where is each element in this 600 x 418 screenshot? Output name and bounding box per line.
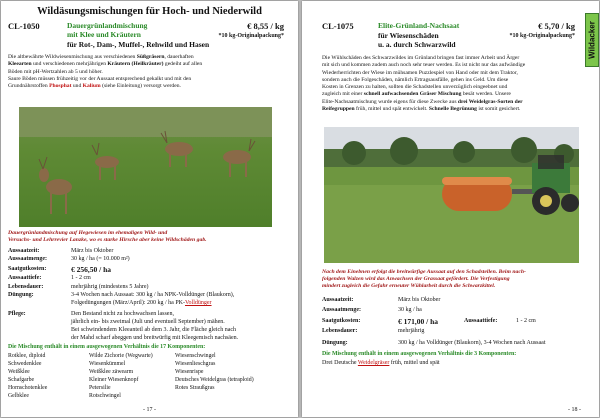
components-list: [322, 360, 440, 366]
body-text: sondern auch die Folgeschäden, nämlich Ertragsausfälle, gehen ins Geld. Um diese: [322, 76, 509, 83]
spec-value: € 171,00 / ha: [398, 317, 439, 326]
photo-caption: [8, 230, 291, 244]
pack-note: *10 kg-Originalpackung*: [218, 33, 284, 39]
spec-label: Aussaatmenge:: [8, 256, 47, 262]
spec-label: Aussaattiefe:: [464, 318, 498, 324]
component-item: Wilde Zichorie (Wegwarte): [89, 353, 153, 359]
pflege-label: Pflege:: [8, 311, 26, 317]
caption-line: Nach dem Einebnen erfolgt die breitwürfige Aussaat auf den Schadstellen. Beim nach-: [322, 269, 526, 275]
body-text: früh, mittel und spät entwickelt.: [354, 106, 429, 113]
component-item: Wiesenschwingel: [175, 353, 216, 359]
duengung-text: 3-4 Wochen nach Aussaat: 300 kg / ha NPK-Volldünger (Blaukorn),: [71, 292, 235, 298]
component-item: Rotklee, diploid: [8, 353, 46, 359]
spec-value: € 256,50 / ha: [71, 265, 112, 274]
component-item: Hornschotenklee: [8, 385, 48, 391]
caption-line: folgenden Walzen wird das Anwachsen der Grassaat gefördert. Die Verfestigung: [322, 276, 510, 282]
intro-paragraph: [8, 54, 291, 90]
body-highlight: schnell aufwachsenden Gräser Mischung: [363, 91, 462, 98]
body-text: Wiederherrichten der Wiese im mühsamen Puzzlespiel von Hand oder mit dem Traktor,: [322, 69, 518, 76]
component-item: Kleiner Wiesenknopf: [89, 377, 139, 383]
intro-highlight: Kalium: [82, 83, 101, 90]
page-number: - 17 -: [143, 407, 156, 413]
photo-caption: [322, 269, 592, 290]
component-item: Wiesenrispe: [175, 369, 204, 375]
spec-label: Lebensdauer:: [8, 284, 44, 290]
components-heading: Die Mischung enthält in einem ausgewogenen Verhältnis die 3 Komponenten:: [322, 351, 517, 357]
body-text: ist somit gesichert.: [476, 106, 521, 113]
spec-value: mehrjährig (mindestens 5 Jahre): [71, 284, 149, 290]
caption-line: Dauergrünlandmischung auf Hegewiesen im ehemaligen Wild- und: [8, 230, 168, 236]
intro-text: Die altbewährte Wildwiesenmischung aus verschiedenen: [8, 54, 136, 60]
pflege-text: der Mahd scharf abeggen und breitwürfig mit Kleegemisch nachsäen.: [71, 335, 239, 341]
pack-note: *10 kg-Originalpackung*: [509, 33, 575, 39]
spec-value: 300 kg / ha Volldünger (Blaukorn), 3-4 Wochen nach Aussaat: [398, 340, 546, 346]
page-number: - 18 -: [568, 407, 581, 413]
duengung-text: Folgedüngungen (März/April): 200 kg / ha PK-: [71, 300, 185, 306]
component-item: Weißklee zäwearm: [89, 369, 134, 375]
spec-value: mehrjährig: [398, 328, 425, 334]
component-item: Gelbklee: [8, 393, 29, 399]
pflege-text: Den Bestand nicht zu hochwachsen lassen,: [71, 311, 174, 317]
right-page: [302, 1, 599, 417]
spec-label: Saatgutkosten:: [8, 266, 47, 272]
spec-label: Aussaatzeit:: [8, 248, 40, 254]
component-text: Drei Deutsche: [322, 360, 358, 366]
spec-value: 30 kg / ha: [398, 307, 422, 313]
components-heading: Die Mischung enthält in einem ausgewogenen Verhältnis die 17 Komponenten:: [8, 344, 206, 350]
intro-highlight: Kleearten: [8, 61, 32, 68]
caption-line: Versuchs- und Lehrrevier Lanzke, wo es starke Hirsche aber keine Wildschäden gab.: [8, 237, 207, 243]
product-price: € 8,55 / kg: [247, 21, 284, 31]
intro-text: Böden mit pH-Wertzahlen ab 5 und höher.: [8, 68, 103, 75]
intro-text: (siehe Einleitung) versorgt werden.: [100, 83, 181, 90]
spec-label: Aussaatzeit:: [322, 297, 354, 303]
component-item: Wiesenkümmel: [89, 361, 126, 367]
body-text: Kosten in Grenzen zu halten, sollten die Schadstellen unverzüglich eingeebnet und: [322, 84, 508, 91]
body-paragraph: [322, 55, 590, 113]
body-text: zugleich mit einer: [322, 91, 364, 98]
section-tab-label: Wildacker: [587, 21, 597, 59]
spec-label: Saatgutkosten:: [322, 318, 361, 324]
intro-text: Saure Böden müssen frühzeitig vor der Aussaat entsprechend gekalkt und mit den: [8, 75, 192, 82]
pflege-text: jährlich ein- bis zweimal (Juli und eventuell September) mähen.: [71, 319, 225, 325]
intro-highlight: Phosphat: [49, 83, 72, 90]
body-text: Elite-Nachsaatmischung wurde eigens für diese Zwecke aus: [322, 98, 458, 105]
component-item: Petersilie: [89, 385, 111, 391]
product-subname: mit Klee und Kräutern: [67, 30, 141, 39]
page-title: Wildäsungsmischungen für Hoch- und Niederwild: [37, 6, 262, 17]
body-highlight: Schnelle Begrünung: [428, 106, 477, 113]
spec-value: 1 - 2 cm: [71, 275, 91, 281]
intro-text: und: [71, 83, 83, 90]
intro-text: gedeiht auf allen: [163, 61, 203, 68]
deer-photo: [19, 107, 272, 227]
spec-value: März bis Oktober: [71, 248, 114, 254]
intro-text: und verschiedenen mehrjährigen: [31, 61, 108, 68]
intro-text: , dauerhaften: [164, 54, 194, 60]
tractor-photo: [324, 127, 579, 263]
duengung-text: [71, 300, 212, 306]
component-item: Rotschwingel: [89, 393, 121, 399]
left-page: [1, 1, 298, 417]
duengung-link: Volldünger: [184, 300, 212, 306]
product-code: CL-1050: [8, 21, 40, 31]
intro-highlight: Süßgräsern: [136, 54, 165, 60]
product-subtitle: für Wiesenschäden: [378, 31, 439, 40]
pflege-text: Bei schwindendem Kleeanteil ab dem 3. Jahr, die Fläche gleich nach: [71, 327, 237, 333]
component-item: Rotes Straußgras: [175, 385, 215, 391]
body-highlight: Reifegruppen: [322, 106, 355, 113]
product-name: Dauergrünlandmischung: [67, 21, 148, 30]
component-item: Deutsches Weidelgras (tetraploid): [175, 377, 254, 383]
component-link: Weidelgräser: [357, 360, 390, 366]
component-item: Wiesenlieschgras: [175, 361, 216, 367]
product-code: CL-1075: [322, 21, 354, 31]
spec-label: Aussaattiefe:: [8, 275, 42, 281]
body-text: besät werden. Unsere: [461, 91, 511, 98]
spec-label: Lebensdauer:: [322, 328, 358, 334]
spec-value: 30 kg / ha (= 10.000 m²): [71, 256, 130, 262]
component-text: früh, mittel und spät: [389, 360, 440, 366]
body-text: Die Wühlschäden des Schwarzwildes im Grünland bringen fast immer Arbeit und Ärger: [322, 55, 520, 61]
body-text: mit sich und kommen zudem auch noch sehr teuer werden. Es ist nicht nur das aufwändige: [322, 62, 526, 69]
body-highlight: drei Weidelgras-Sorten der: [457, 98, 523, 105]
spec-value: März bis Oktober: [398, 297, 441, 303]
spec-label: Aussaatmenge:: [322, 307, 361, 313]
caption-line: mindert zugleich die Gefahr erneuter Wühlarbeit durch die Schwarzkittel.: [322, 283, 496, 289]
duengung-label: Düngung:: [8, 292, 34, 298]
component-item: Weißklee: [8, 369, 30, 375]
target-species: für Rot-, Dam-, Muffel-, Rehwild und Hasen: [67, 40, 210, 49]
intro-highlight: Kräutern (Heilkräuter): [107, 61, 164, 68]
spec-label: Düngung:: [322, 340, 348, 346]
product-price: € 5,70 / kg: [538, 21, 575, 31]
product-name: Elite-Grünland-Nachsaat: [378, 21, 460, 30]
product-subtitle: u. a. durch Schwarzwild: [378, 40, 456, 49]
intro-text: Grundnährstoffen: [8, 83, 50, 90]
spec-value: 1 - 2 cm: [516, 318, 536, 324]
component-item: Schafgarbe: [8, 377, 35, 383]
component-item: Schwedenklee: [8, 361, 42, 367]
